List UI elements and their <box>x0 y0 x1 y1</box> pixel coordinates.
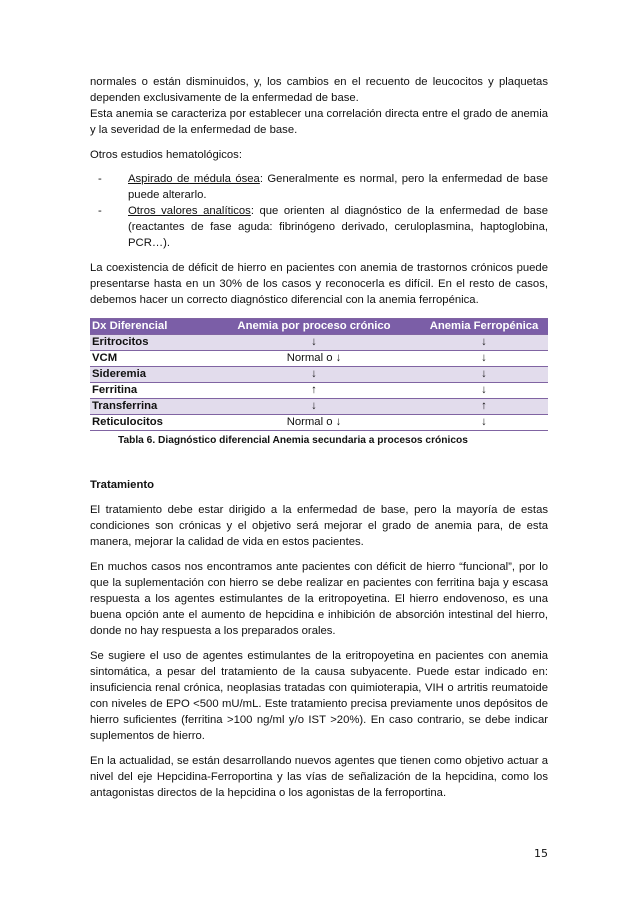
table-header-row <box>90 319 548 335</box>
row-label: Ferritina <box>90 383 208 399</box>
list-item-text: : que orienten al diagnóstico de la enfermedad de base (reactantes de fase aguda: fibrinógeno derivado, ceruloplasmina, haptoglobina, PCR…). <box>128 205 548 249</box>
treatment-paragraph-1: El tratamiento debe estar dirigido a la enfermedad de base, pero la mayoría de estas condiciones son crónicas y el objetivo será mejorar el grado de anemia para, de esta manera, mejorar la calidad de vida en estos pacientes. <box>90 504 548 548</box>
intro-paragraph-2: Esta anemia se caracteriza por establecer una correlación directa entre el grado de anemia y la severidad de la enfermedad de base. <box>90 108 548 136</box>
list-item-term: Aspirado de médula ósea <box>128 173 260 185</box>
row-label: VCM <box>90 351 208 367</box>
row-label: Transferrina <box>90 399 208 415</box>
table-row <box>90 351 548 367</box>
page-number: 15 <box>534 847 548 860</box>
chronic-value: ↓ <box>208 399 418 415</box>
table-row <box>90 383 548 399</box>
list-item-term: Otros valores analíticos <box>128 205 251 217</box>
table-row <box>90 367 548 383</box>
list-item-text: : Generalmente es normal, pero la enfermedad de base puede alterarlo. <box>128 173 548 201</box>
row-label: Eritrocitos <box>90 335 208 351</box>
treatment-paragraph-4: En la actualidad, se están desarrollando nuevos agentes que tienen como objetivo actuar a nivel del eje Hepcidina-Ferroportina y las vías de señalización de la hepcidina, como los antagonistas directos de la hepcidina o los agonistas de la ferroportina. <box>90 755 548 799</box>
chronic-value: ↓ <box>208 335 418 351</box>
document-page <box>90 74 548 801</box>
row-label: Reticulocitos <box>90 415 208 431</box>
chronic-value: Normal o ↓ <box>208 351 418 367</box>
ferropenic-value: ↓ <box>418 415 548 431</box>
ferropenic-value: ↓ <box>418 383 548 399</box>
ferropenic-value: ↑ <box>418 399 548 415</box>
table-row <box>90 415 548 431</box>
list-item <box>90 203 548 251</box>
table-row <box>90 335 548 351</box>
treatment-paragraph-2: En muchos casos nos encontramos ante pacientes con déficit de hierro “funcional”, por lo que la suplementación con hierro se debe realizar en pacientes con ferritina baja y escasa respuesta a los agentes estimulantes de la eritropoyetina. El hierro endovenoso, es una buena opción ante el aumento de hepcidina e inhibición de absorción intestinal del hierro, donde no hay respuesta a los preparados orales. <box>90 561 548 637</box>
chronic-value: ↓ <box>208 367 418 383</box>
table-row <box>90 399 548 415</box>
differential-diagnosis-table <box>90 318 548 431</box>
chronic-value: ↑ <box>208 383 418 399</box>
ferropenic-value: ↓ <box>418 367 548 383</box>
ferropenic-value: ↓ <box>418 335 548 351</box>
list-dash: - <box>98 205 102 217</box>
list-dash: - <box>98 173 102 185</box>
treatment-paragraph-3: Se sugiere el uso de agentes estimulantes de la eritropoyetina en pacientes con anemia sintomática, a pesar del tratamiento de la causa subyacente. Puede estar indicado en: insuficiencia renal crónica, neoplasias tratadas con quimioterapia, VIH o artritis reumatoide con niveles de EPO <500 mU/mL. Este tratamiento precisa previamente unos depósitos de hierro suficientes (ferritina >100 ng/ml y/o IST >20%). En caso contrario, se debe indicar suplementos de hierro. <box>90 650 548 742</box>
row-label: Sideremia <box>90 367 208 383</box>
intro-paragraph-1: normales o están disminuidos, y, los cambios en el recuento de leucocitos y plaquetas dependen exclusivamente de la enfermedad de base. <box>90 76 548 104</box>
studies-list <box>90 171 548 251</box>
list-item <box>90 171 548 203</box>
coexistence-paragraph: La coexistencia de déficit de hierro en pacientes con anemia de trastornos crónicos puede presentarse hasta en un 30% de los casos y reconocerla es difícil. En el resto de casos, debemos hacer un correcto diagnóstico diferencial con la anemia ferropénica. <box>90 262 548 306</box>
chronic-value: Normal o ↓ <box>208 415 418 431</box>
table-header-cell: Dx Diferencial <box>90 319 208 335</box>
table-header-cell: Anemia Ferropénica <box>418 319 548 335</box>
section-heading: Tratamiento <box>90 479 155 491</box>
table-header-cell: Anemia por proceso crónico <box>208 319 418 335</box>
ferropenic-value: ↓ <box>418 351 548 367</box>
other-studies-label: Otros estudios hematológicos: <box>90 149 242 161</box>
table-caption: Tabla 6. Diagnóstico diferencial Anemia secundaria a procesos crónicos <box>118 435 468 446</box>
